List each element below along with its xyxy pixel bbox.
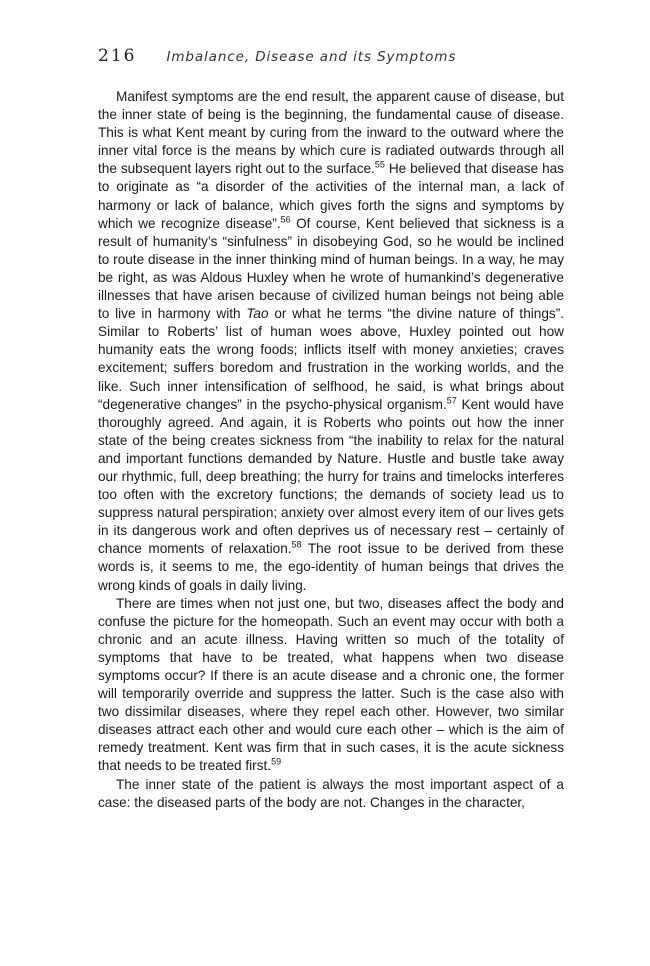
text-run: Kent would have thoroughly agreed. And again, it is Roberts who points out how the inner state of the being creates sickness from “the inability to relax for the natural and important functions demanded by Nature. Hustle and bustle take away our rhythmic, full, deep breathing; the hurry for trains and timelocks interferes too often with the excretory functions; the demands of society lead us to suppress natural perspiration; anxiety over almost every item of our lives gets in its dangerous work and often deprives us of necessary rest – certainly of chance moments of relaxation. <box>98 396 564 557</box>
running-title: Imbalance, Disease and its Symptoms <box>166 49 457 65</box>
book-page <box>98 46 564 812</box>
running-head <box>98 46 564 76</box>
text-run: The inner state of the patient is always the most important aspect of a case: the diseased parts of the body are not. Changes in the character, <box>98 776 564 810</box>
text-run: The root issue to be derived from these words is, it seems to me, the ego-identity of human beings that drives the wrong kinds of goals in daily living. <box>98 541 564 593</box>
footnote-ref-57: 57 <box>446 395 457 406</box>
paragraph-3 <box>98 776 564 812</box>
text-run: Manifest symptoms are the end result, the apparent cause of disease, but the inner state of being is the beginning, the fundamental cause of disease. This is what Kent meant by curing from the inward to the outward where the inner vital force is the means by which cure is radiated outwards through all the subsequent layers right out to the surface. <box>98 89 564 177</box>
text-run: There are times when not just one, but two, diseases affect the body and confuse the picture for the homeopath. Such an event may occur with both a chronic and an acute illness. Having written so much of the totality of symptoms that have to be treated, what happens when two disease symptoms occur? If there is an acute disease and a chronic one, the former will temporarily override and suppress the latter. Such is the case also with two dissimilar diseases, where they repel each other. However, two similar diseases attract each other and would cure each other – which is the aim of remedy treatment. Kent was firm that in such cases, it is the acute sickness that needs to be treated first. <box>98 595 564 774</box>
footnote-ref-55: 55 <box>374 159 385 170</box>
text-run: or what he terms “the divine nature of things”. Similar to Roberts’ list of human woes above, Huxley pointed out how humanity eats the wrong foods; inflicts itself with money anxieties; craves excitement; suffers boredom and frustration in the working worlds, and the like. Such inner intensification of selfhood, he said, is what brings about “degenerative changes” in the psycho-physical organism. <box>98 306 564 412</box>
body-text <box>98 88 564 812</box>
italic-term: Tao <box>246 306 269 322</box>
text-run: Of course, Kent believed that sickness is a result of humanity’s “sinfulness” in disobeying God, so he would be inclined to route disease in the inner thinking mind of human beings. In a way, he may be right, as was Aldous Huxley when he wrote of humankind’s degenerative illnesses that have arisen because of civilized human beings not being able to live in harmony with <box>98 215 565 322</box>
footnote-ref-56: 56 <box>280 214 291 225</box>
footnote-ref-59: 59 <box>271 756 282 767</box>
paragraph-1 <box>98 88 564 595</box>
text-run: He believed that disease has to originate as “a disorder of the activities of the internal man, a lack of harmony or lack of balance, which gives forth the signs and symptoms by which we recognize disease”. <box>98 161 564 231</box>
page-number: 216 <box>98 46 137 66</box>
footnote-ref-58: 58 <box>291 539 302 550</box>
paragraph-2 <box>98 595 564 776</box>
